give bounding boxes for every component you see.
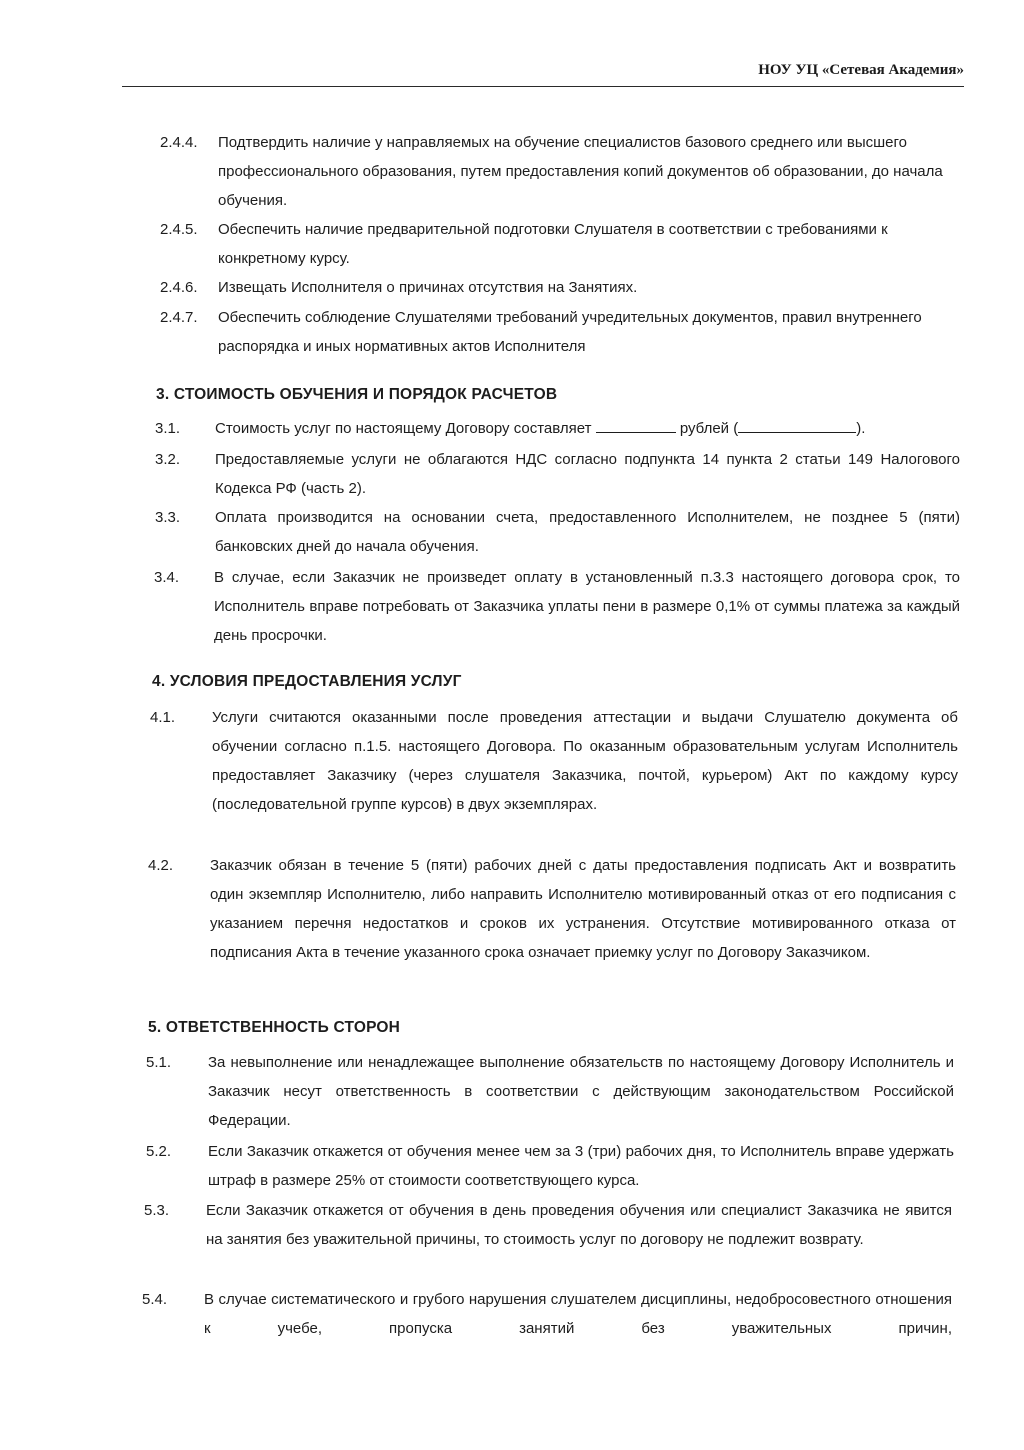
clause-4-2: [148, 851, 956, 967]
clause-text-middle: рублей (: [675, 420, 739, 437]
clause-number: 3.2.: [155, 451, 181, 468]
clause-number: 4.2.: [148, 857, 174, 874]
clause-5-1: [146, 1048, 954, 1135]
clause-number: 5.4.: [142, 1291, 168, 1308]
clause-number: 5.3.: [144, 1202, 170, 1219]
document-header-title: НОУ УЦ «Сетевая Академия»: [758, 62, 964, 78]
clause-5-3: [144, 1196, 952, 1254]
clause-3-4: [154, 563, 960, 650]
price-blank: [596, 418, 676, 433]
clause-text: Обеспечить наличие предварительной подготовки Слушателя в соответствии с требованиями к конкретному курсу.: [218, 221, 888, 267]
clause-text: [215, 414, 960, 443]
clause-5-2: [146, 1137, 954, 1195]
clause-text-after: ).: [856, 420, 866, 437]
clause-text: Если Заказчик откажется от обучения в день проведения обучения или специалист Заказчика не явится на занятия без уважительной причины, то стоимость услуг по договору не подлежит возврату.: [206, 1202, 952, 1248]
section-3-heading: 3. СТОИМОСТЬ ОБУЧЕНИЯ И ПОРЯДОК РАСЧЕТОВ: [156, 386, 558, 403]
clause-text: Если Заказчик откажется от обучения менее чем за 3 (три) рабочих дня, то Исполнитель вправе удержать штраф в размере 25% от стоимости соответствующего курса.: [208, 1143, 954, 1189]
clause-number: 4.1.: [150, 709, 176, 726]
clause-number: 5.1.: [146, 1054, 172, 1071]
clause-2-4-5: [160, 215, 950, 273]
clause-4-1: [150, 703, 958, 819]
clause-3-2: [155, 445, 960, 503]
header-rule: [122, 86, 964, 87]
clause-text: Извещать Исполнителя о причинах отсутствия на Занятиях.: [218, 279, 638, 296]
clause-text: В случае, если Заказчик не произведет оплату в установленный п.3.3 настоящего договора срок, то Исполнитель вправе потребовать от Заказчика уплаты пени в размере 0,1% от суммы платежа за каждый день просрочки.: [214, 569, 960, 644]
clause-text: Подтвердить наличие у направляемых на обучение специалистов базового среднего или высшего профессионального образования, путем предоставления копий документов об образовании, до начала обучения.: [218, 134, 943, 209]
clause-text-before: Стоимость услуг по настоящему Договору составляет: [215, 420, 596, 437]
section-5-heading: 5. ОТВЕТСТВЕННОСТЬ СТОРОН: [148, 1019, 401, 1036]
clause-text: Предоставляемые услуги не облагаются НДС согласно подпункта 14 пункта 2 статьи 149 Налогового Кодекса РФ (часть 2).: [215, 451, 960, 497]
clause-text: В случае систематического и грубого нарушения слушателем дисциплины, недобросовестного отношения к учебе, пропуска занятий без уважительных причин,: [204, 1291, 952, 1337]
clause-number: 2.4.5.: [160, 221, 198, 238]
price-words-blank: [738, 418, 856, 433]
clause-text: Оплата производится на основании счета, предоставленного Исполнителем, не позднее 5 (пяти) банковских дней до начала обучения.: [215, 509, 960, 555]
clause-text: Услуги считаются оказанными после проведения аттестации и выдачи Слушателю документа об обучении согласно п.1.5. настоящего Договора. По оказанным образовательным услугам Исполнитель предоставляет Заказчику (через слушателя Заказчика, почтой, курьером) Акт по каждому курсу (последовательной группе курсов) в двух экземплярах.: [212, 709, 958, 813]
clause-2-4-4: [160, 128, 950, 215]
clause-number: 5.2.: [146, 1143, 172, 1160]
clause-number: 2.4.4.: [160, 134, 198, 151]
clause-number: 3.4.: [154, 569, 180, 586]
clause-text: Обеспечить соблюдение Слушателями требований учредительных документов, правил внутреннего распорядка и иных нормативных актов Исполнителя: [218, 309, 922, 355]
clause-text: Заказчик обязан в течение 5 (пяти) рабочих дней с даты предоставления подписать Акт и возвратить один экземпляр Исполнителю, либо направить Исполнителю мотивированный отказ от его подписания с указанием перечня недостатков и сроков их устранения. Отсутствие мотивированного отказа от подписания Акта в течение указанного срока означает приемку услуг по Договору Заказчиком.: [210, 857, 956, 961]
clause-number: 2.4.7.: [160, 309, 198, 326]
clause-2-4-7: [160, 303, 950, 361]
section-4-heading: 4. УСЛОВИЯ ПРЕДОСТАВЛЕНИЯ УСЛУГ: [152, 673, 462, 690]
clause-3-3: [155, 503, 960, 561]
clause-number: 3.3.: [155, 509, 181, 526]
clause-number: 3.1.: [155, 420, 181, 437]
clause-3-1: [155, 414, 960, 443]
clause-number: 2.4.6.: [160, 279, 198, 296]
clause-5-4: [142, 1285, 952, 1343]
clause-2-4-6: [160, 273, 950, 302]
clause-text: За невыполнение или ненадлежащее выполнение обязательств по настоящему Договору Исполнитель и Заказчик несут ответственность в соответствии с действующим законодательством Российской Федерации.: [208, 1054, 954, 1129]
